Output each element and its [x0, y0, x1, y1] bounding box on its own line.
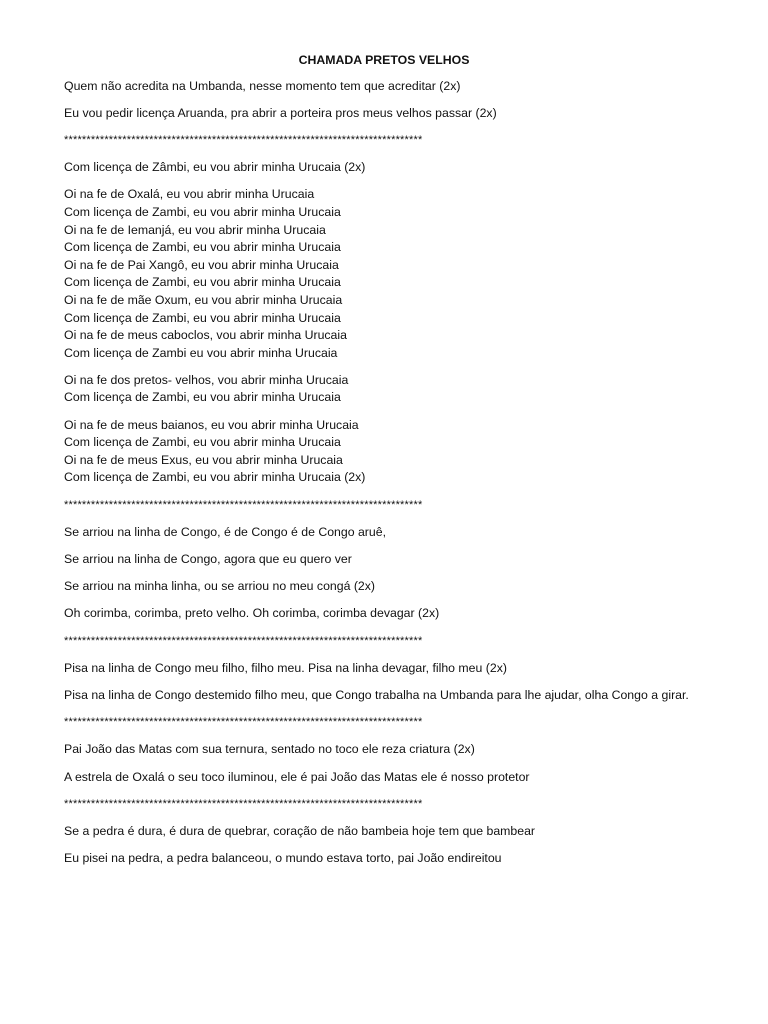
- paragraph: Se arriou na linha de Congo, agora que eu quero ver: [64, 552, 352, 566]
- verse-line: Com licença de Zambi, eu vou abrir minha Urucaia: [64, 310, 341, 325]
- paragraph: Com licença de Zâmbi, eu vou abrir minha Urucaia (2x): [64, 160, 366, 175]
- verse-line: Oi na fe de Iemanjá, eu vou abrir minha Urucaia: [64, 222, 326, 237]
- paragraph: Se arriou na linha de Congo, é de Congo é de Congo aruê,: [64, 524, 387, 539]
- verse-line: Com licença de Zambi, eu vou abrir minha Urucaia: [64, 275, 341, 290]
- paragraph: A estrela de Oxalá o seu toco iluminou, ele é pai João das Matas ele é nosso protetor: [64, 769, 530, 784]
- stanza: [64, 186, 704, 362]
- stanza: [64, 417, 704, 487]
- paragraph: Se a pedra é dura, é dura de quebrar, coração de não bambeia hoje tem que bambear: [64, 823, 536, 838]
- verse-line: Com licença de Zambi, eu vou abrir minha Urucaia: [64, 390, 341, 405]
- paragraph: Oh corimba, corimba, preto velho. Oh corimba, corimba devagar (2x): [64, 606, 440, 621]
- separator: ********************************************************************************: [64, 498, 423, 511]
- verse-line: Oi na fe de meus baianos, eu vou abrir minha Urucaia: [64, 417, 359, 432]
- verse-line: Oi na fe dos pretos- velhos, vou abrir minha Urucaia: [64, 372, 349, 387]
- verse-line: Com licença de Zambi eu vou abrir minha Urucaia: [64, 345, 338, 360]
- paragraph: Se arriou na minha linha, ou se arriou no meu congá (2x): [64, 579, 376, 594]
- verse-line: Com licença de Zambi, eu vou abrir minha Urucaia: [64, 240, 341, 255]
- verse-line: Oi na fe de mãe Oxum, eu vou abrir minha Urucaia: [64, 292, 343, 307]
- paragraph: Quem não acredita na Umbanda, nesse momento tem que acreditar (2x): [64, 78, 461, 93]
- document-page: [64, 52, 704, 877]
- separator: ********************************************************************************: [64, 634, 423, 647]
- paragraph: Eu pisei na pedra, a pedra balanceou, o mundo estava torto, pai João endireitou: [64, 851, 502, 866]
- verse-line: Oi na fe de meus caboclos, vou abrir minha Urucaia: [64, 328, 347, 343]
- verse-line: Com licença de Zambi, eu vou abrir minha Urucaia: [64, 435, 341, 450]
- verse-line: Oi na fe de Oxalá, eu vou abrir minha Urucaia: [64, 187, 315, 202]
- separator: ********************************************************************************: [64, 133, 423, 146]
- stanza: [64, 372, 704, 407]
- paragraph: Pisa na linha de Congo destemido filho meu, que Congo trabalha na Umbanda para lhe ajudar, olha Congo a girar.: [64, 687, 689, 702]
- paragraph: Pisa na linha de Congo meu filho, filho meu. Pisa na linha devagar, filho meu (2x): [64, 660, 507, 675]
- paragraph: Eu vou pedir licença Aruanda, pra abrir a porteira pros meus velhos passar (2x): [64, 105, 497, 120]
- verse-line: Com licença de Zambi, eu vou abrir minha Urucaia: [64, 204, 341, 219]
- paragraph: Pai João das Matas com sua ternura, sentado no toco ele reza criatura (2x): [64, 742, 475, 757]
- verse-line: Com licença de Zambi, eu vou abrir minha Urucaia (2x): [64, 470, 366, 485]
- separator: ********************************************************************************: [64, 716, 423, 729]
- verse-line: Oi na fe de meus Exus, eu vou abrir minha Urucaia: [64, 452, 343, 467]
- verse-line: Oi na fe de Pai Xangô, eu vou abrir minha Urucaia: [64, 257, 339, 272]
- separator: ********************************************************************************: [64, 797, 423, 810]
- document-title: CHAMADA PRETOS VELHOS: [298, 53, 470, 67]
